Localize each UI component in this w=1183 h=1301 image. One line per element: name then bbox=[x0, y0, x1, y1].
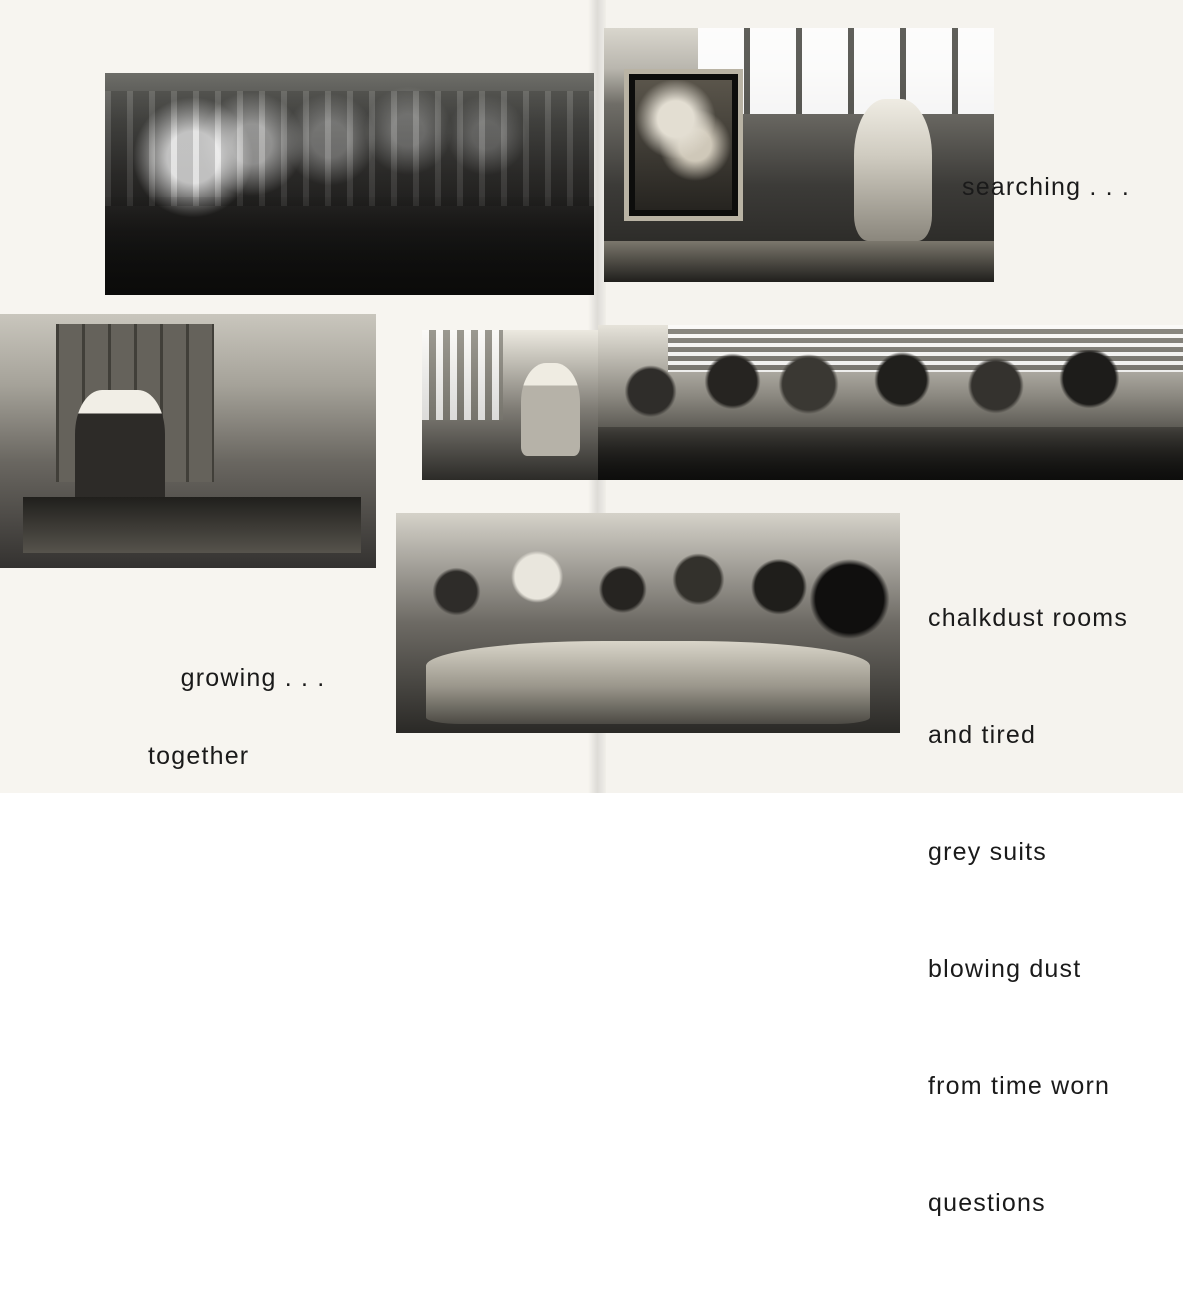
poem-line-1: chalkdust rooms bbox=[928, 604, 1129, 632]
caption-growing-together bbox=[148, 620, 325, 854]
caption-growing-line-1: growing . . . bbox=[180, 664, 326, 692]
caption-growing-line-2: together bbox=[148, 742, 250, 770]
poem-line-5: from time worn bbox=[928, 1072, 1111, 1100]
poem-line-4: blowing dust bbox=[928, 955, 1082, 983]
poem-line-3: grey suits bbox=[928, 838, 1047, 866]
poem-line-2: and tired bbox=[928, 721, 1037, 749]
photo-two-students-at-desks bbox=[422, 330, 598, 480]
photo-teacher-gesturing bbox=[0, 314, 376, 568]
caption-searching: searching . . . bbox=[962, 173, 1131, 201]
caption-chalkdust-poem bbox=[928, 521, 1128, 1301]
photo-classroom-rows bbox=[598, 325, 1183, 480]
photo-art-room-with-framed-painting bbox=[604, 28, 994, 282]
photo-seminar-table-discussion bbox=[396, 513, 900, 733]
poem-line-6: questions bbox=[928, 1189, 1046, 1217]
photo-assembly-line-of-students bbox=[105, 73, 594, 295]
